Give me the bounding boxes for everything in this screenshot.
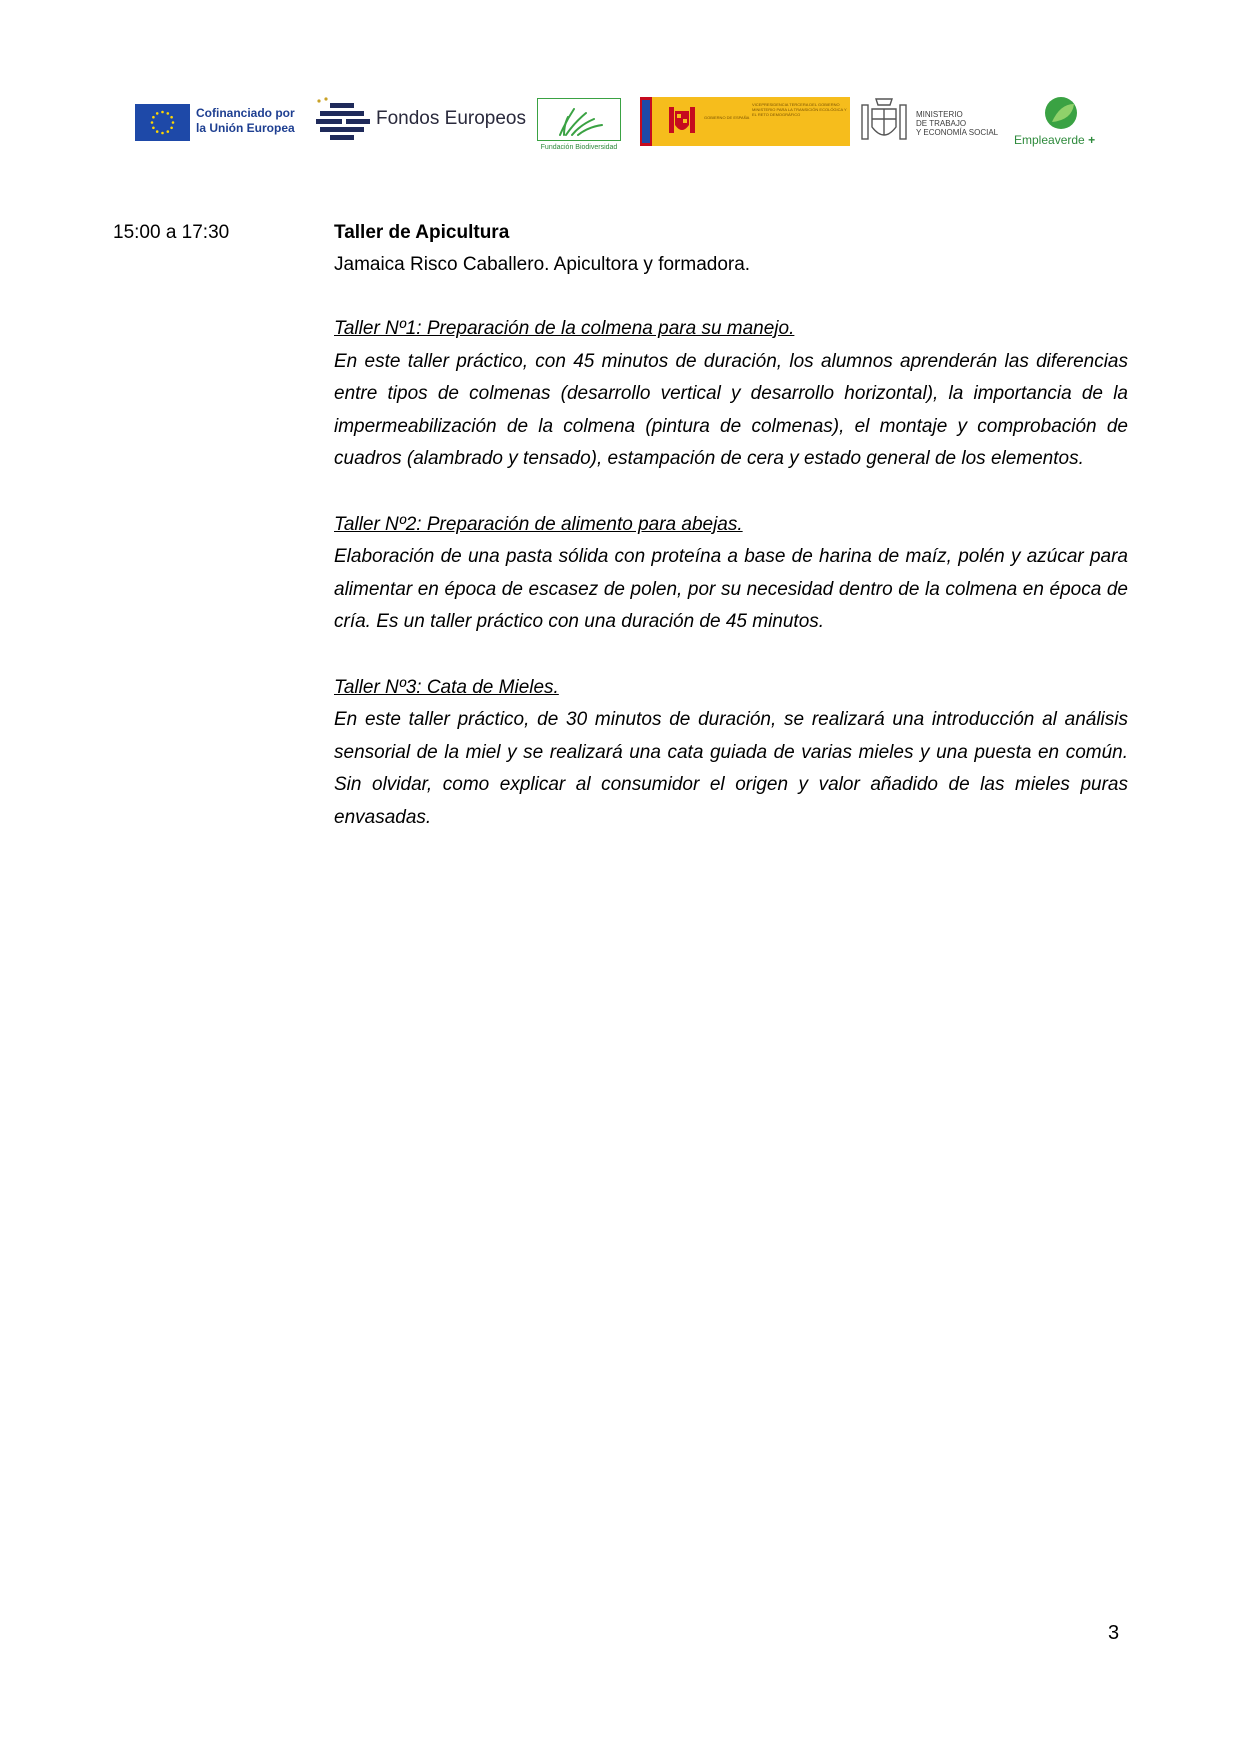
gobierno-espana-logo: [640, 97, 850, 146]
leaf-icon: [1042, 96, 1080, 131]
schedule-time: 15:00 a 17:30: [113, 222, 230, 243]
eu-text-line1: Cofinanciado por: [196, 106, 295, 120]
empleaverde-text: Empleaverde +: [1014, 133, 1096, 147]
fondos-europeos-icon: [316, 97, 370, 141]
eu-cofinanced-text: [196, 106, 295, 136]
spain-shield-icon: [667, 105, 697, 137]
schedule-details: [334, 221, 1128, 834]
header-logos: [0, 0, 1241, 170]
plus-icon: +: [1088, 133, 1096, 147]
session-title: Taller de Apicultura: [334, 222, 510, 243]
fundacion-biodiversidad-logo: [537, 98, 621, 154]
workshop-description: Elaboración de una pasta sólida con proteína a base de harina de maíz, polén y azúcar para alimentar en época de escasez de polen, por su necesidad dentro de la colmena en época de cría. Es un taller práctico con una duración de 45 minutos.: [334, 546, 1128, 632]
workshop-2: [334, 509, 1128, 639]
empleaverde-logo: [1014, 96, 1114, 152]
workshop-title: Taller Nº3: Cata de Mieles.: [334, 676, 559, 698]
workshop-1: [334, 313, 1128, 476]
ministerio-trabajo-text: MINISTERIO DE TRABAJO Y ECONOMÍA SOCIAL: [916, 110, 999, 137]
workshop-title: Taller Nº1: Preparación de la colmena para su manejo.: [334, 318, 795, 339]
ministerio-shield-icon: [858, 95, 910, 147]
spain-flag-icon: [640, 97, 652, 146]
workshop-description: En este taller práctico, de 30 minutos de duración, se realizará una introducción al análisis sensorial de la miel y se realizará una cata guiada de varias mieles y una puesta en común. Sin olvidar, como explicar al consumidor el origen y valor añadido de las mieles puras envasadas.: [334, 709, 1128, 828]
fundacion-text: Fundación Biodiversidad: [540, 144, 618, 151]
session-speaker: Jamaica Risco Caballero. Apicultora y formadora.: [334, 254, 751, 275]
ministerio-transicion-text: VICEPRESIDENCIA TERCERA DEL GOBIERNO MINISTERIO PARA LA TRANSICIÓN ECOLÓGICA Y EL RETO DEMOGRÁFICO: [752, 102, 847, 117]
eu-flag-icon: [135, 104, 190, 141]
fondos-europeos-text: Fondos Europeos: [376, 108, 526, 129]
page-number: 3: [1108, 1622, 1120, 1644]
eu-text-line2: la Unión Europea: [196, 121, 295, 135]
gobierno-text: GOBIERNO DE ESPAÑA: [704, 115, 750, 120]
workshop-3: [334, 672, 1128, 835]
grass-icon: [537, 98, 621, 141]
workshop-title: Taller Nº2: Preparación de alimento para abejas.: [334, 513, 743, 535]
workshop-description: En este taller práctico, con 45 minutos de duración, los alumnos aprenderán las diferencias entre tipos de colmenas (desarrollo vertical y desarrollo horizontal), la importancia de la impermeabilización de la colmena (pintura de colmenas), el montaje y comprobación de cuadros (alambrado y tensado), estampación de cera y estado general de los elementos.: [334, 350, 1128, 469]
